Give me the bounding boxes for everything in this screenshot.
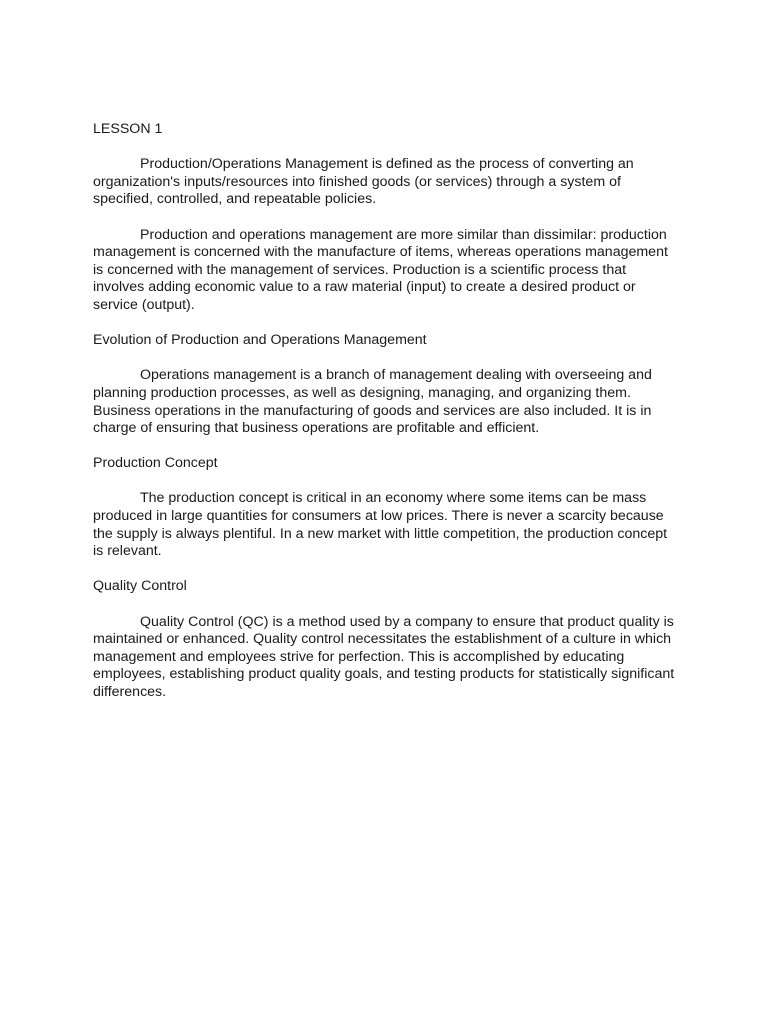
intro-paragraph-1: Production/Operations Management is defined as the process of converting an organization's inputs/resources into finished goods (or services) through a system of specified, controlled, and repeatable policies. [93, 156, 634, 208]
section-heading-quality-control: Quality Control [93, 578, 187, 595]
intro-paragraph-2: Production and operations management are more similar than dissimilar: production management is concerned with the manufacture of items, whereas operations management is concerned with the management of services. Production is a scientific process that involves adding economic value to a raw material (input) to create a desired product or service (output). [93, 226, 668, 313]
section-paragraph-evolution: Operations management is a branch of management dealing with overseeing and planning production processes, as well as designing, managing, and organizing them. Business operations in the manufacturing of goods and services are also included. It is in charge of ensuring that business operations are profitable and efficient. [93, 367, 652, 437]
document-body [93, 121, 679, 702]
section-paragraph-quality-control: Quality Control (QC) is a method used by a company to ensure that product quality is maintained or enhanced. Quality control necessitates the establishment of a culture in which management and employees strive for perfection. This is accomplished by educating employees, establishing product quality goals, and testing products for statistically significant differences. [93, 613, 675, 700]
section-heading-evolution: Evolution of Production and Operations Management [93, 332, 427, 349]
lesson-title: LESSON 1 [93, 121, 163, 137]
section-heading-production-concept: Production Concept [93, 455, 218, 472]
section-paragraph-production-concept: The production concept is critical in an economy where some items can be mass produced in large quantities for consumers at low prices. There is never a scarcity because the supply is always plentiful. In a new market with little competition, the production concept is relevant. [93, 490, 668, 560]
